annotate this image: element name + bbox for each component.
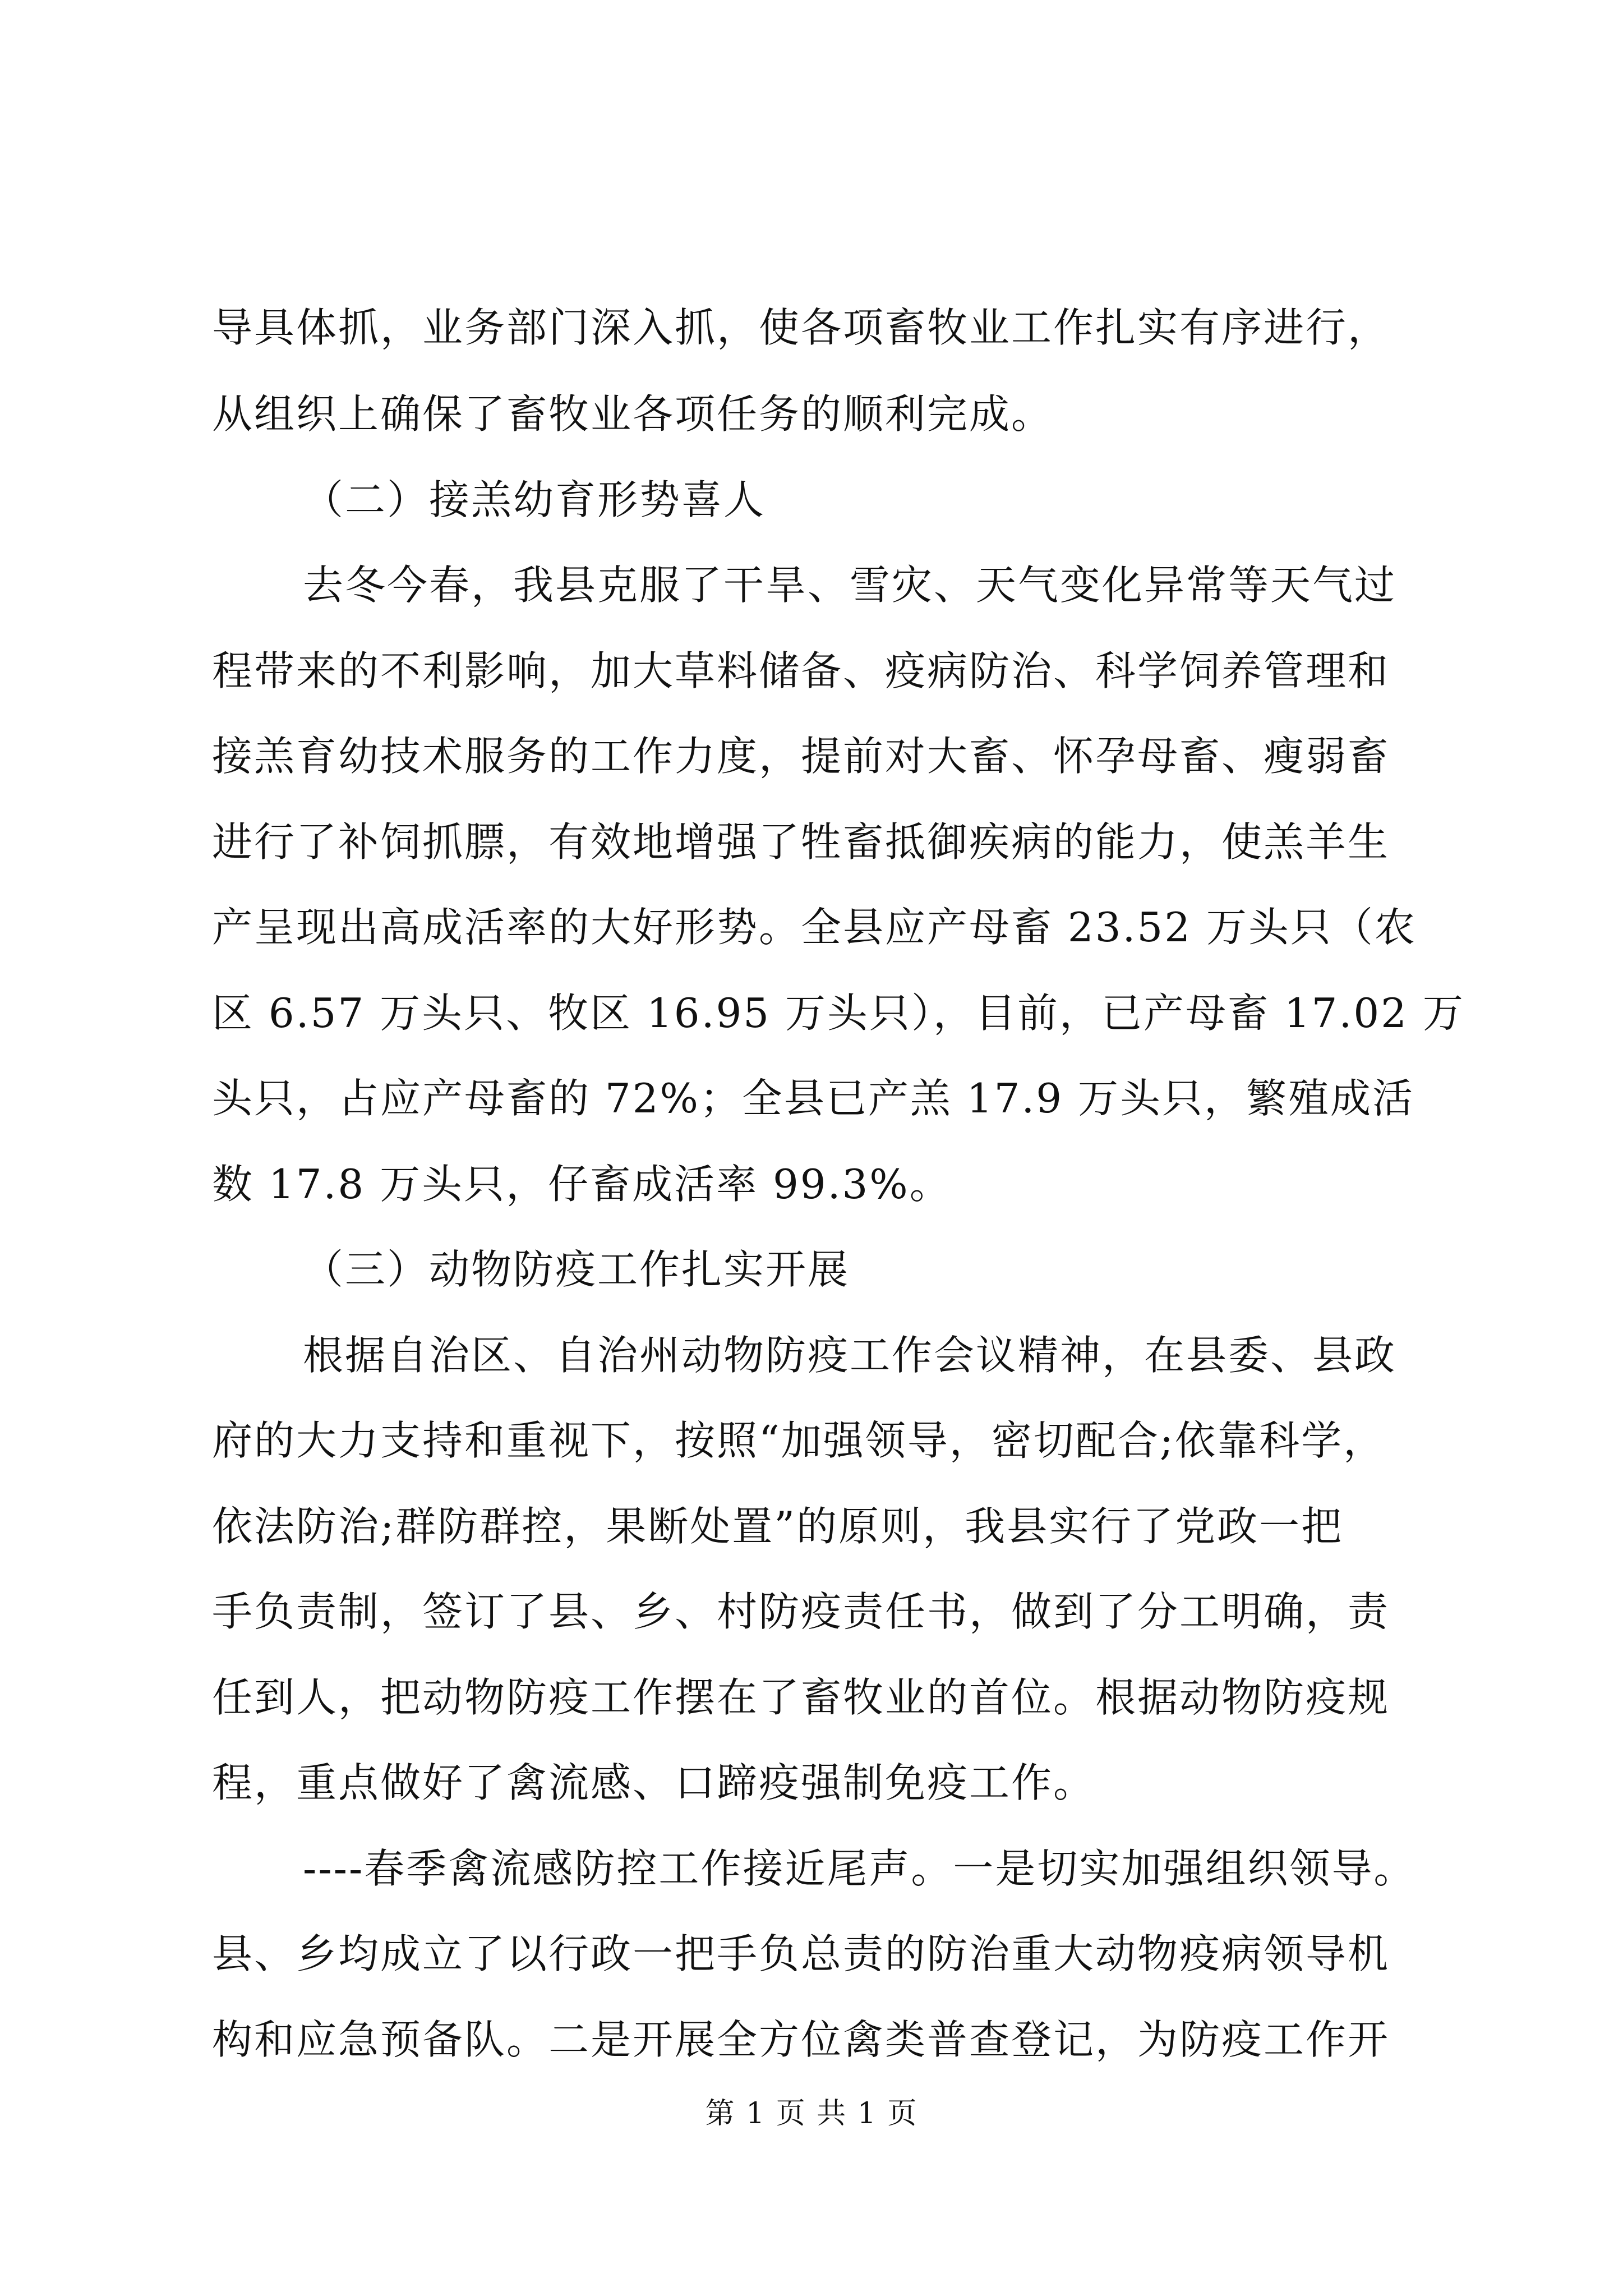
body-line: 根据自治区、自治州动物防疫工作会议精神，在县委、县政 bbox=[303, 1332, 1397, 1379]
body-line: 程带来的不利影响，加大草料储备、疫病防治、科学饲养管理和 bbox=[212, 647, 1390, 694]
body-line: 进行了补饲抓膘，有效地增强了牲畜抵御疾病的能力，使羔羊生 bbox=[212, 818, 1390, 866]
body-line: 去冬今春，我县克服了干旱、雪灾、天气变化异常等天气过 bbox=[303, 562, 1397, 609]
body-line: 头只，占应产母畜的 72%；全县已产羔 17.9 万头只，繁殖成活 bbox=[212, 1075, 1415, 1122]
body-line: 导具体抓，业务部门深入抓，使各项畜牧业工作扎实有序进行， bbox=[212, 304, 1390, 351]
body-line: 产呈现出高成活率的大好形势。全县应产母畜 23.52 万头只（农 bbox=[212, 904, 1417, 951]
section-heading: （二）接羔幼育形势喜人 bbox=[303, 476, 766, 523]
body-line: ----春季禽流感防控工作接近尾声。一是切实加强组织领导。 bbox=[303, 1845, 1416, 1892]
body-line: 接羔育幼技术服务的工作力度，提前对大畜、怀孕母畜、瘦弱畜 bbox=[212, 733, 1390, 780]
section-heading: （三）动物防疫工作扎实开展 bbox=[303, 1246, 850, 1293]
body-line: 程，重点做好了禽流感、口蹄疫强制免疫工作。 bbox=[212, 1759, 1096, 1806]
body-line: 数 17.8 万头只，仔畜成活率 99.3%。 bbox=[212, 1161, 952, 1208]
body-line: 任到人，把动物防疫工作摆在了畜牧业的首位。根据动物防疫规 bbox=[212, 1674, 1390, 1721]
body-line: 府的大力支持和重视下，按照“加强领导，密切配合;依靠科学， bbox=[212, 1417, 1386, 1464]
body-line: 从组织上确保了畜牧业各项任务的顺利完成。 bbox=[212, 390, 1054, 438]
body-line: 依法防治;群防群控，果断处置”的原则，我县实行了党政一把 bbox=[212, 1503, 1344, 1550]
body-line: 构和应急预备队。二是开展全方位禽类普查登记，为防疫工作开 bbox=[212, 2016, 1390, 2063]
body-line: 手负责制，签订了县、乡、村防疫责任书，做到了分工明确，责 bbox=[212, 1588, 1390, 1635]
page-footer: 第 1 页 共 1 页 bbox=[705, 2097, 918, 2131]
body-line: 区 6.57 万头只、牧区 16.95 万头只），目前，已产母畜 17.02 万 bbox=[212, 990, 1465, 1037]
body-line: 县、乡均成立了以行政一把手负总责的防治重大动物疫病领导机 bbox=[212, 1930, 1390, 1977]
